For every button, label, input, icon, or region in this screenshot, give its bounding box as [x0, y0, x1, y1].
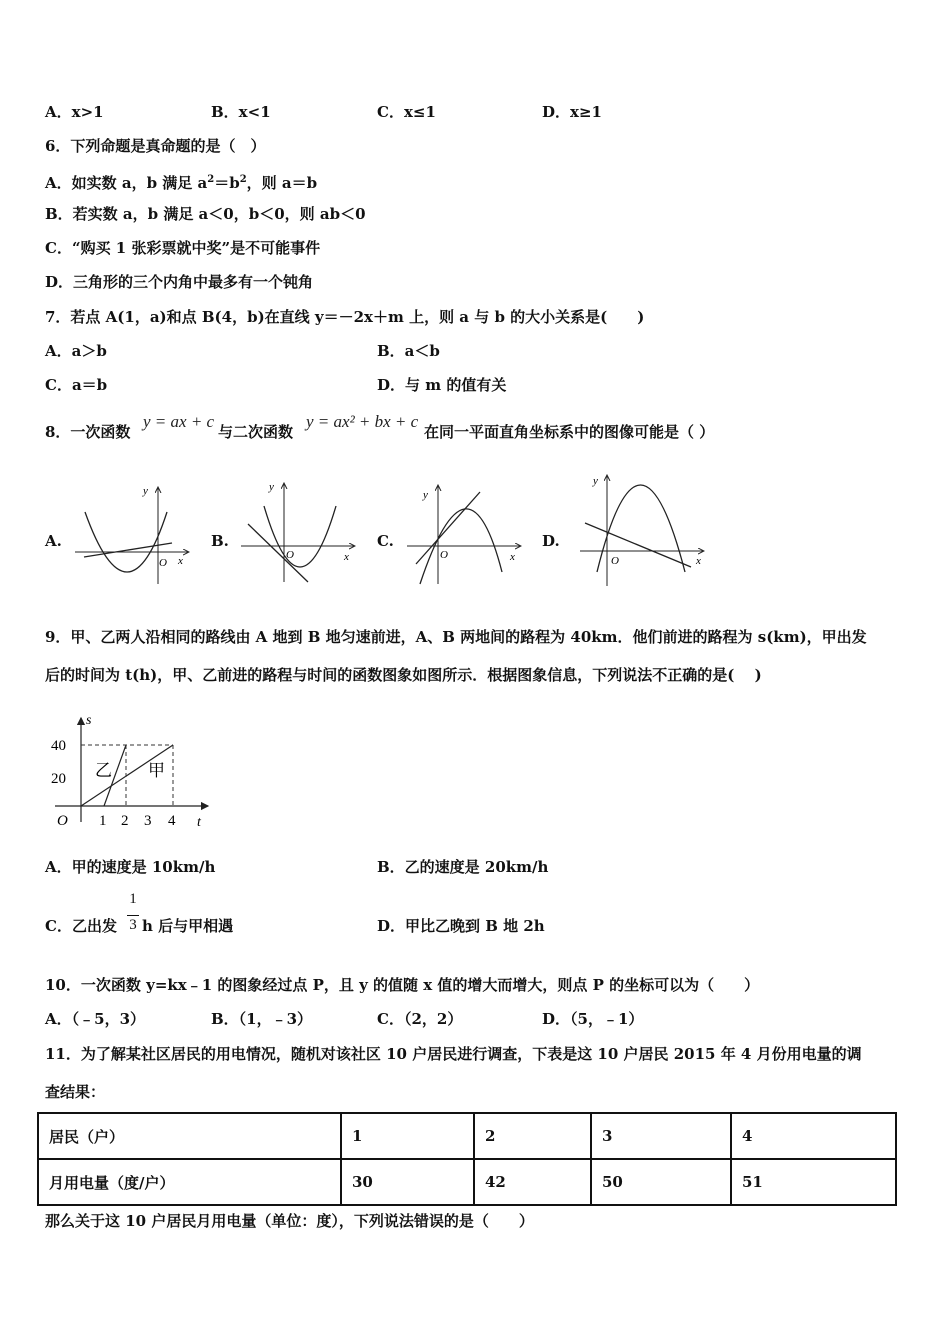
q8-graph-c — [402, 480, 527, 588]
q5-option-c: C．x≤1 — [377, 103, 436, 121]
q9-fraction-denominator: 3 — [129, 917, 137, 933]
q8d-x-label: x — [696, 555, 701, 567]
q8-label-d: D. — [542, 532, 560, 550]
q5-option-d: D．x≥1 — [542, 103, 602, 121]
q11-stem-line2: 查结果： — [45, 1083, 106, 1101]
q8-stem-post: 在同一平面直角坐标系中的图像可能是（ ） — [424, 423, 715, 441]
table-cell: 3 — [591, 1113, 731, 1159]
q8c-y-label: y — [423, 489, 428, 501]
q8d-y-label: y — [593, 475, 598, 487]
q11-followup: 那么关于这 10 户居民月用电量（单位：度），下列说法错误的是（ ） — [45, 1212, 534, 1230]
q8-label-b: B. — [211, 532, 229, 550]
q9-tick-40: 40 — [51, 738, 66, 754]
q8a-y-label: y — [143, 485, 148, 497]
q10-option-c: C．（2，2） — [377, 1010, 463, 1028]
q8-stem-mid: 与二次函数 — [218, 423, 294, 441]
q9-tick-1: 1 — [99, 813, 107, 829]
q9-origin: O — [57, 813, 68, 829]
q9-axis-t: t — [197, 815, 201, 830]
q8-label-a: A. — [45, 532, 62, 550]
q5-option-b: B．x<1 — [211, 103, 271, 121]
q8c-origin: O — [440, 549, 448, 561]
table-cell: 4 — [731, 1113, 896, 1159]
q9-fraction-numerator: 1 — [129, 891, 137, 907]
q8b-y-label: y — [269, 481, 274, 493]
q10-option-b: B．（1，﹣3） — [211, 1010, 313, 1028]
q11-stem-line1: 11．为了解某社区居民的用电情况，随机对该社区 10 户居民进行调查，下表是这 10 户居民 2015 年 4 月份用电量的调 — [45, 1045, 862, 1063]
table-row — [38, 1113, 896, 1159]
q7-option-c: C．a＝b — [45, 376, 108, 394]
q7-option-a: A．a＞b — [45, 342, 107, 360]
q11-data-table — [37, 1112, 897, 1206]
q6-option-b: B．若实数 a，b 满足 a＜0，b＜0，则 ab＜0 — [45, 205, 366, 223]
q8-formula-linear: y = ax + c — [143, 412, 215, 431]
q9-option-c-pre: C．乙出发 — [45, 917, 117, 935]
q8-stem-pre: 8．一次函数 — [45, 423, 131, 441]
q8a-x-label: x — [178, 555, 183, 567]
q9-label-jia: 甲 — [148, 761, 165, 781]
table-cell: 30 — [341, 1159, 474, 1205]
q6-option-a: A．如实数 a，b 满足 $a^2=b^2$，则 a＝b — [45, 174, 318, 192]
q8-graph-b — [236, 478, 361, 586]
q9-label-yi: 乙 — [95, 761, 112, 781]
q6-option-c: C．“购买 1 张彩票就中奖”是不可能事件 — [45, 239, 321, 257]
table-cell: 月用电量（度/户） — [38, 1159, 341, 1205]
q8d-origin: O — [611, 555, 619, 567]
q10-stem: 10．一次函数 y=kx﹣1 的图象经过点 P，且 y 的值随 x 值的增大而增大，则点 P 的坐标可以为（ ） — [45, 976, 760, 994]
q9-fraction-bar — [127, 915, 139, 916]
q8-graph-a — [70, 482, 195, 590]
q8c-x-label: x — [510, 551, 515, 563]
q7-option-b: B．a＜b — [377, 342, 440, 360]
q9-stem-line1: 9．甲、乙两人沿相同的路线由 A 地到 B 地匀速前进，A、B 两地间的路程为 40km．他们前进的路程为 s(km)，甲出发 — [45, 628, 867, 646]
q9-tick-2: 2 — [121, 813, 129, 829]
table-cell: 42 — [474, 1159, 591, 1205]
q8b-x-label: x — [344, 551, 349, 563]
q8a-origin: O — [159, 557, 167, 569]
q5-option-a: A．x>1 — [45, 103, 104, 121]
q10-option-a: A．（﹣5，3） — [45, 1010, 146, 1028]
q7-stem: 7．若点 A(1，a)和点 B(4，b)在直线 y＝－2x＋m 上，则 a 与 b 的大小关系是( ) — [45, 308, 645, 326]
table-cell: 51 — [731, 1159, 896, 1205]
q8-graph-d — [575, 468, 710, 588]
table-cell: 1 — [341, 1113, 474, 1159]
table-cell: 2 — [474, 1113, 591, 1159]
q9-option-b: B．乙的速度是 20km/h — [377, 858, 549, 876]
q9-axis-s: s — [86, 713, 92, 728]
table-cell: 居民（户） — [38, 1113, 341, 1159]
table-cell: 50 — [591, 1159, 731, 1205]
q9-option-d: D．甲比乙晚到 B 地 2h — [377, 917, 545, 935]
q9-tick-3: 3 — [144, 813, 152, 829]
q9-tick-20: 20 — [51, 771, 66, 787]
q9-graph — [45, 710, 220, 835]
q9-stem-line2: 后的时间为 t(h)，甲、乙前进的路程与时间的函数图象如图所示．根据图象信息，下列说法不正确的是( ) — [45, 666, 762, 684]
q6-stem: 6．下列命题是真命题的是（ ） — [45, 137, 266, 155]
q8-formula-quadratic: y = ax² + bx + c — [306, 412, 419, 431]
q7-option-d: D．与 m 的值有关 — [377, 376, 507, 394]
q8b-origin: O — [286, 549, 294, 561]
q9-tick-4: 4 — [168, 813, 176, 829]
q9-option-c-post: h 后与甲相遇 — [142, 917, 234, 935]
q6-option-d: D．三角形的三个内角中最多有一个钝角 — [45, 273, 314, 291]
q9-option-a: A．甲的速度是 10km/h — [45, 858, 216, 876]
q8-label-c: C. — [377, 532, 394, 550]
table-row — [38, 1159, 896, 1205]
q10-option-d: D．（5，﹣1） — [542, 1010, 644, 1028]
